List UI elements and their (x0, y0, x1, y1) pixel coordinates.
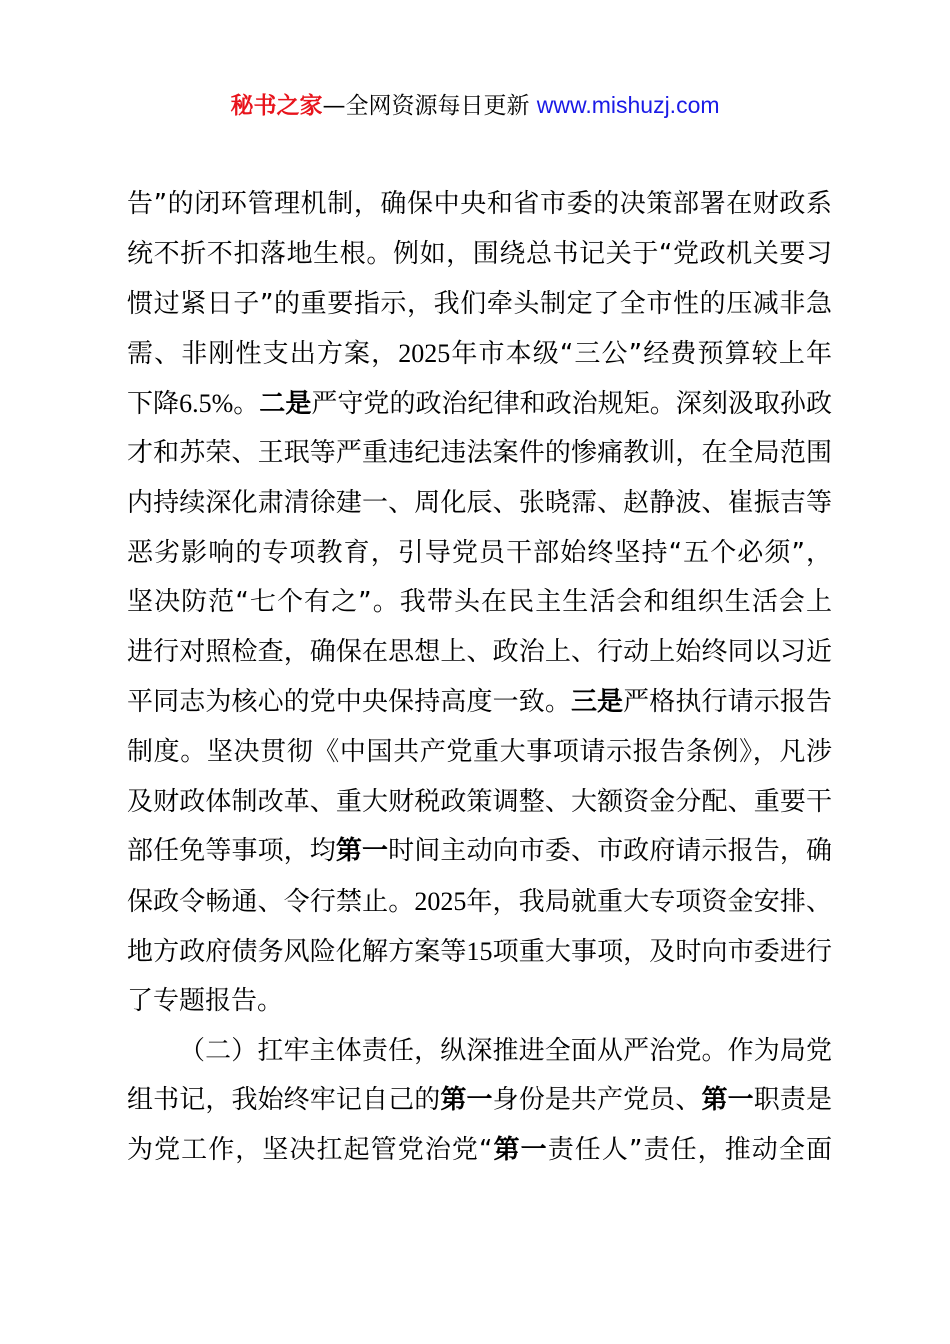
bold-marker: 第一 (335, 836, 389, 867)
text-line: 下降6.5%。二是严守党的政治纪律和政治规矩。深刻汲取孙政 (127, 389, 832, 420)
text-line: 统不折不扣落地生根。例如，围绕总书记关于“党政机关要习 (127, 238, 832, 269)
bold-marker: 三是 (570, 686, 624, 717)
section-heading-line: （二）扛牢主体责任，纵深推进全面从严治党。作为局党 (179, 1035, 832, 1066)
document-body (127, 180, 832, 1176)
text-line: 地方政府债务风险化解方案等15项重大事项，及时向市委进行 (127, 936, 832, 967)
header-tagline: —全网资源每日更新 (322, 93, 530, 119)
page-header (0, 88, 950, 123)
text-line: 了专题报告。 (127, 985, 284, 1016)
text-line: 组书记，我始终牢记自己的第一身份是共产党员、第一职责是 (127, 1085, 832, 1116)
text-line: 为党工作，坚决扛起管党治党“第一责任人”责任，推动全面 (127, 1135, 832, 1166)
text-line: 才和苏荣、王珉等严重违纪违法案件的惨痛教训，在全局范围 (127, 437, 832, 468)
text-line: 需、非刚性支出方案，2025年市本级“三公”经费预算较上年 (127, 339, 832, 370)
bold-marker: 第一 (701, 1085, 754, 1116)
text-line: 保政令畅通、令行禁止。2025年，我局就重大专项资金安排、 (127, 887, 832, 918)
text-line: 进行对照检查，确保在思想上、政治上、行动上始终同以习近 (127, 637, 832, 668)
text-line: 平同志为核心的党中央保持高度一致。三是严格执行请示报告 (127, 686, 832, 717)
text-line: 及财政体制改革、重大财税政策调整、大额资金分配、重要干 (127, 786, 832, 817)
bold-marker: 二是 (259, 389, 312, 420)
text-line: 内持续深化肃清徐建一、周化辰、张晓霈、赵静波、崔振吉等 (127, 487, 832, 518)
site-url-link[interactable]: www.mishuzj.com (536, 92, 720, 118)
bold-marker: 第一 (440, 1085, 493, 1116)
text-line: 坚决防范“七个有之”。我带头在民主生活会和组织生活会上 (127, 587, 832, 618)
text-line: 告”的闭环管理机制，确保中央和省市委的决策部署在财政系 (127, 189, 832, 219)
text-line: 惯过紧日子”的重要指示，我们牵头制定了全市性的压减非急 (127, 288, 832, 319)
text-line: 制度。坚决贯彻《中国共产党重大事项请示报告条例》，凡涉 (127, 736, 832, 767)
text-line: 部任免等事项，均第一时间主动向市委、市政府请示报告，确 (127, 836, 832, 867)
bold-marker: 第一 (492, 1135, 548, 1166)
brand-name: 秘书之家 (230, 93, 323, 119)
text-line: 恶劣影响的专项教育，引导党员干部始终坚持“五个必须”， (127, 537, 832, 568)
